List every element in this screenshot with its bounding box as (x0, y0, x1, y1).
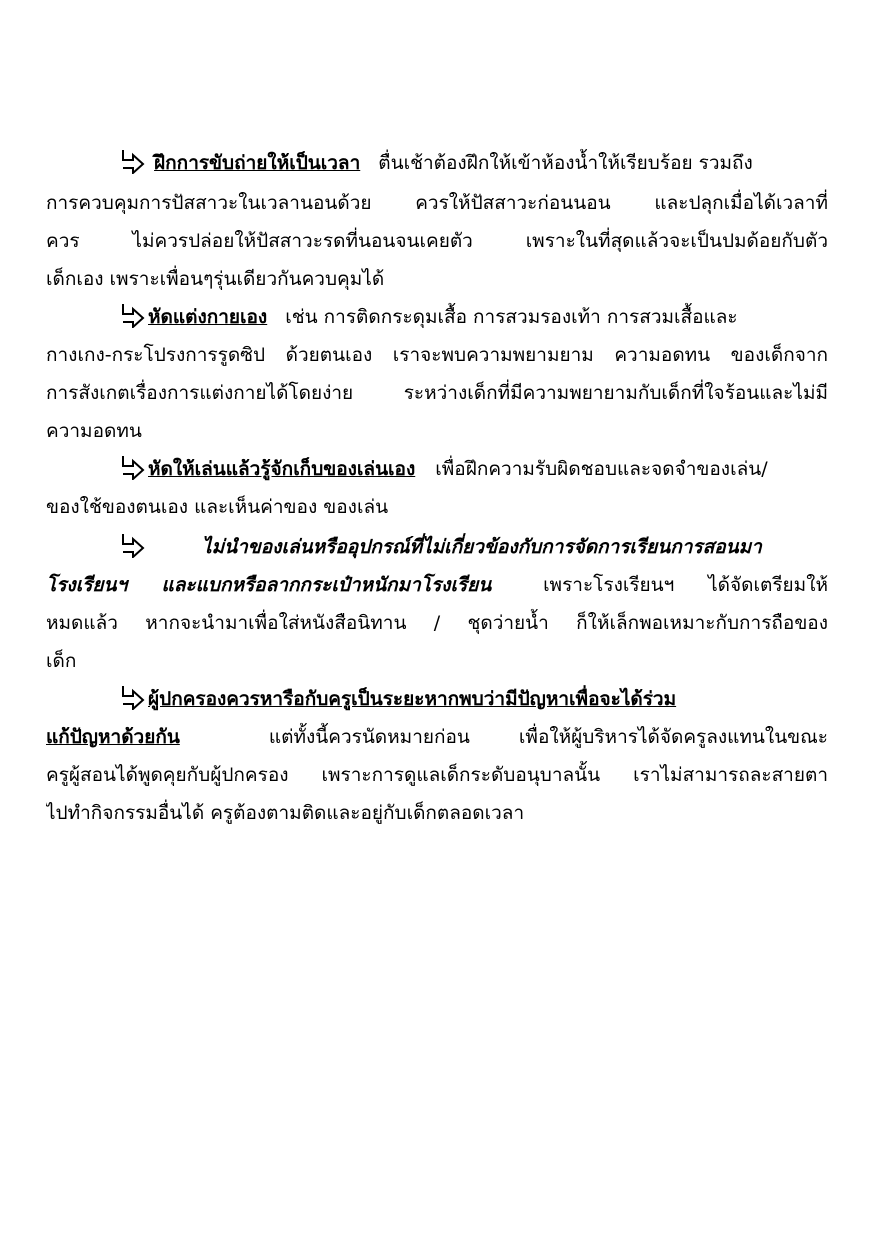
hollow-arrow-icon (120, 148, 146, 174)
section-3-first-line-text: เพื่อฝึกความรับผิดชอบและจดจำของเล่น/ (435, 458, 768, 480)
section-5-second-line-text: แต่ทั้งนี้ควรนัดหมายก่อน เพื่อให้ผู้บริหารได้จัดครูลงแทนในขณะ (268, 726, 828, 748)
section-5-line-1 (120, 680, 828, 718)
section-1-heading: ฝึกการขับถ่ายให้เป็นเวลา (154, 152, 361, 174)
section-3-line-2: ของใช้ของตนเอง และเห็นค่าของ ของเล่น (46, 496, 389, 518)
section-1-line-3: ควร ไม่ควรปล่อยให้ปัสสาวะรดที่นอนจนเคยตัว เพราะในที่สุดแล้วจะเป็นปมด้อยกับตัว (46, 230, 828, 252)
section-5-line-3: ครูผู้สอนได้พูดคุยกับผู้ปกครอง เพราะการดูแลเด็กระดับอนุบาลนั้น เราไม่สามารถละสายตา (46, 764, 828, 786)
hollow-arrow-icon (120, 454, 146, 480)
section-4-second-line-text: เพราะโรงเรียนฯ ได้จัดเตรียมให้ (543, 574, 828, 596)
section-5-line-4: ไปทำกิจกรรมอื่นได้ ครูต้องตามติดและอยู่กับเด็กตลอดเวลา (46, 802, 525, 824)
section-5-heading-continued: แก้ปัญหาด้วยกัน (46, 726, 180, 748)
section-4-line-1 (120, 528, 828, 566)
hollow-arrow-icon (120, 684, 146, 710)
section-2-heading: หัดแต่งกายเอง (148, 306, 268, 328)
section-4-line-4: เด็ก (46, 650, 77, 672)
section-2-first-line-text: เช่น การติดกระดุมเสื้อ การสวมรองเท้า การสวมเสื้อและ (285, 306, 738, 328)
section-4-heading: ไม่นำของเล่นหรืออุปกรณ์ที่ไม่เกี่ยวข้องกับการจัดการเรียนการสอนมา (202, 536, 762, 558)
section-2-line-3: การสังเกตเรื่องการแต่งกายได้โดยง่าย ระหว่างเด็กที่มีความพยายามกับเด็กที่ใจร้อนและไม่มี (46, 382, 828, 404)
section-1-line-4: เด็กเอง เพราะเพื่อนๆรุ่นเดียวกันควบคุมได้ (46, 268, 385, 290)
section-1-line-1 (120, 144, 828, 182)
section-4-line-2 (46, 566, 828, 604)
hollow-arrow-icon (120, 532, 146, 558)
section-1-first-line-text: ตื่นเช้าต้องฝึกให้เข้าห้องน้ำให้เรียบร้อย รวมถึง (378, 152, 753, 174)
section-4-heading-continued: โรงเรียนฯ และแบกหรือลากกระเป๋าหนักมาโรงเรียน (46, 574, 492, 596)
section-5-heading: ผู้ปกครองควรหารือกับครูเป็นระยะหากพบว่ามีปัญหาเพื่อจะได้ร่วม (148, 688, 677, 710)
section-2-line-4: ความอดทน (46, 420, 142, 442)
section-3-heading: หัดให้เล่นแล้วรู้จักเก็บของเล่นเอง (148, 458, 416, 480)
section-2-line-1 (120, 298, 828, 336)
section-2-line-2: กางเกง-กระโปรงการรูดซิป ด้วยตนเอง เราจะพบความพยามยาม ความอดทน ของเด็กจาก (46, 344, 828, 366)
section-5-line-2 (46, 718, 828, 756)
section-4-line-3: หมดแล้ว หากจะนำมาเพื่อใส่หนังสือนิทาน / ชุดว่ายน้ำ ก็ให้เล็กพอเหมาะกับการถือของ (46, 612, 828, 634)
section-3-line-1 (120, 450, 828, 488)
section-1-line-2: การควบคุมการปัสสาวะในเวลานอนด้วย ควรให้ปัสสาวะก่อนนอน และปลุกเมื่อได้เวลาที่ (46, 192, 828, 214)
hollow-arrow-icon (120, 302, 146, 328)
